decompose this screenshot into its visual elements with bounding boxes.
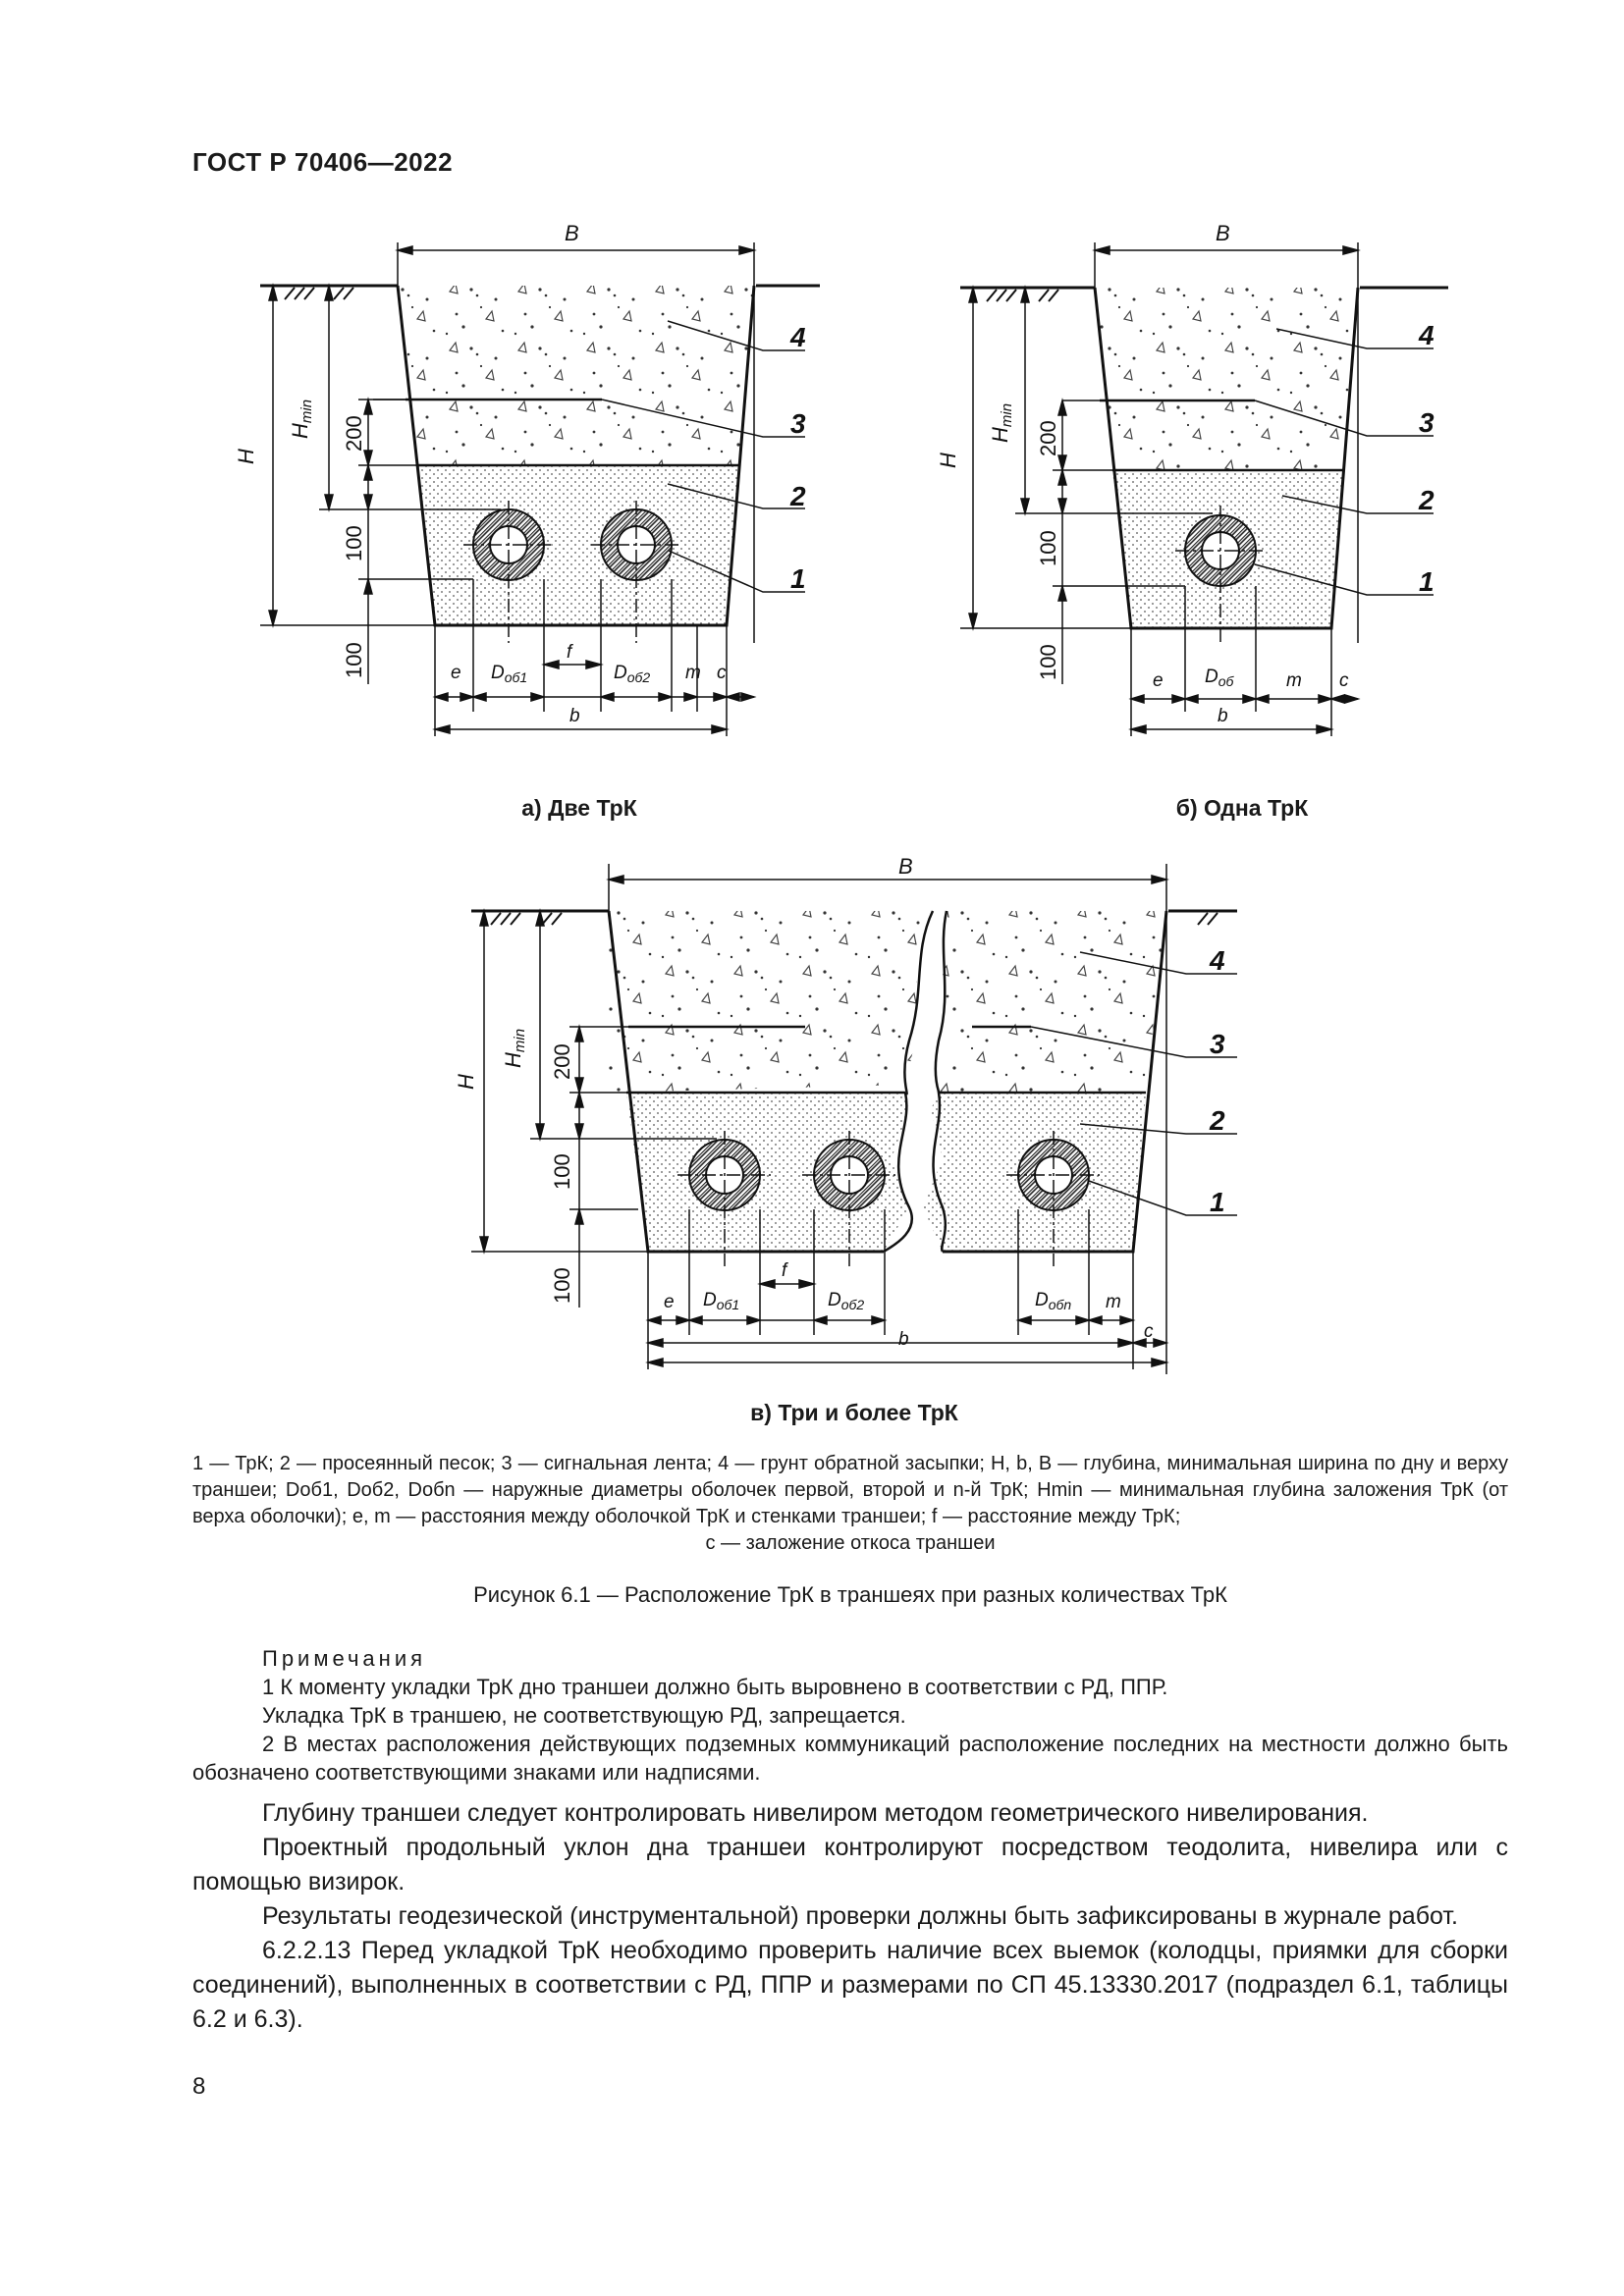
dim-200: 200	[1036, 420, 1060, 456]
figure-title: Рисунок 6.1 — Расположение ТрК в траншеях при разных количествах ТрК	[473, 1582, 1227, 1607]
dim-100-bottom: 100	[550, 1267, 574, 1304]
label-B: В	[898, 854, 913, 879]
label-e: e	[1153, 670, 1164, 691]
label-Dn: $D_{обn}$	[1035, 1290, 1072, 1312]
label-c: c	[1144, 1321, 1154, 1342]
label-c: c	[1339, 670, 1349, 691]
number-4: 4	[790, 322, 806, 352]
number-1: 1	[1419, 566, 1435, 597]
body-text	[192, 1796, 1508, 2037]
dim-100-bottom: 100	[342, 642, 366, 678]
label-e: e	[451, 663, 461, 683]
notes-heading: Примечания	[262, 1646, 427, 1671]
number-3: 3	[790, 408, 806, 439]
figure-b-one-cable	[936, 221, 1492, 751]
page-number: 8	[192, 2073, 206, 2100]
dim-100-cable: 100	[550, 1153, 574, 1190]
caption-b: б) Одна ТрК	[1175, 795, 1309, 821]
paragraph: Проектный продольный уклон дна траншеи контролируют посредством теодолита, нивелира или с помощью визирок.	[192, 1834, 1508, 1896]
dim-100-bottom: 100	[1036, 644, 1060, 680]
paragraph: Результаты геодезической (инструментальной) проверки должны быть зафиксированы в журнале работ.	[262, 1902, 1458, 1930]
label-Hmin: Hmin	[288, 399, 315, 439]
caption-a: а) Две ТрК	[521, 795, 637, 821]
number-2: 2	[1419, 485, 1435, 515]
dim-100-cable: 100	[1036, 530, 1060, 566]
figure-c-three-or-more-cables	[452, 844, 1276, 1374]
number-3: 3	[1419, 407, 1435, 438]
dim-200: 200	[550, 1043, 574, 1080]
notes-block	[192, 1644, 1508, 1787]
label-D: $D_{об}$	[1205, 667, 1234, 689]
label-Hmin: Hmin	[501, 1028, 528, 1068]
number-4: 4	[1419, 320, 1435, 350]
label-c: c	[717, 663, 727, 683]
paragraph: Глубину траншеи следует контролировать нивелиром методом геометрического нивелирования.	[262, 1799, 1369, 1827]
label-D1: $D_{об1}$	[491, 663, 528, 685]
label-b: b	[1218, 706, 1228, 726]
number-4: 4	[1210, 945, 1225, 976]
number-3: 3	[1210, 1029, 1225, 1059]
label-f: f	[567, 642, 572, 663]
label-e: e	[664, 1292, 675, 1312]
dim-100-cable: 100	[342, 525, 366, 561]
figure-legend	[192, 1451, 1508, 1557]
label-B: В	[1216, 221, 1230, 245]
caption-c: в) Три и более ТрК	[750, 1400, 958, 1425]
number-2: 2	[790, 481, 806, 511]
label-b: b	[898, 1329, 909, 1350]
label-B: В	[565, 221, 579, 245]
label-H: H	[454, 1074, 478, 1090]
label-H: H	[234, 449, 258, 464]
legend-text: 1 — ТрК; 2 — просеянный песок; 3 — сигнальная лента; 4 — грунт обратной засыпки; H, b, B — глубина, минимальная ширина по дну и верху траншеи; Dоб1, Dоб2, Dобn — наружные диаметры оболочек первой, второй и n-й ТрК; Hmin — минимальная глубина заложения ТрК (от верха оболочки); e, m — расстояния между оболочкой ТрК и стенками траншеи; f — расстояние между ТрК;	[192, 1453, 1508, 1527]
label-m: m	[1106, 1292, 1121, 1312]
note-item: Укладка ТрК в траншею, не соответствующую РД, запрещается.	[262, 1703, 906, 1728]
label-f: f	[782, 1260, 787, 1281]
label-D1: $D_{об1}$	[703, 1290, 740, 1312]
label-b: b	[569, 706, 580, 726]
note-item: 2 В местах расположения действующих подземных коммуникаций расположение последних на местности должно быть обозначено соответствующими знаками или надписями.	[192, 1732, 1508, 1785]
number-1: 1	[790, 563, 806, 594]
figure-a-two-cables	[236, 221, 864, 751]
document-header: ГОСТ Р 70406—2022	[192, 147, 454, 177]
label-m: m	[1286, 670, 1302, 691]
note-item: 1 К моменту укладки ТрК дно траншеи должно быть выровнено в соответствии с РД, ППР.	[262, 1675, 1168, 1699]
label-D2: $D_{об2}$	[614, 663, 651, 685]
paragraph: 6.2.2.13 Перед укладкой ТрК необходимо проверить наличие всех выемок (колодцы, приямки для сборки соединений), выполненных в соответствии с РД, ППР и размерами по СП 45.13330.2017 (подраздел 6.1, таблицы 6.2 и 6.3).	[192, 1937, 1508, 2033]
number-2: 2	[1210, 1105, 1225, 1136]
label-m: m	[685, 663, 701, 683]
dim-200: 200	[342, 415, 366, 452]
number-1: 1	[1210, 1187, 1225, 1217]
label-D2: $D_{об2}$	[828, 1290, 865, 1312]
label-H: H	[936, 453, 960, 468]
label-Hmin: Hmin	[988, 402, 1015, 443]
legend-text-last: c — заложение откоса траншеи	[705, 1532, 996, 1554]
